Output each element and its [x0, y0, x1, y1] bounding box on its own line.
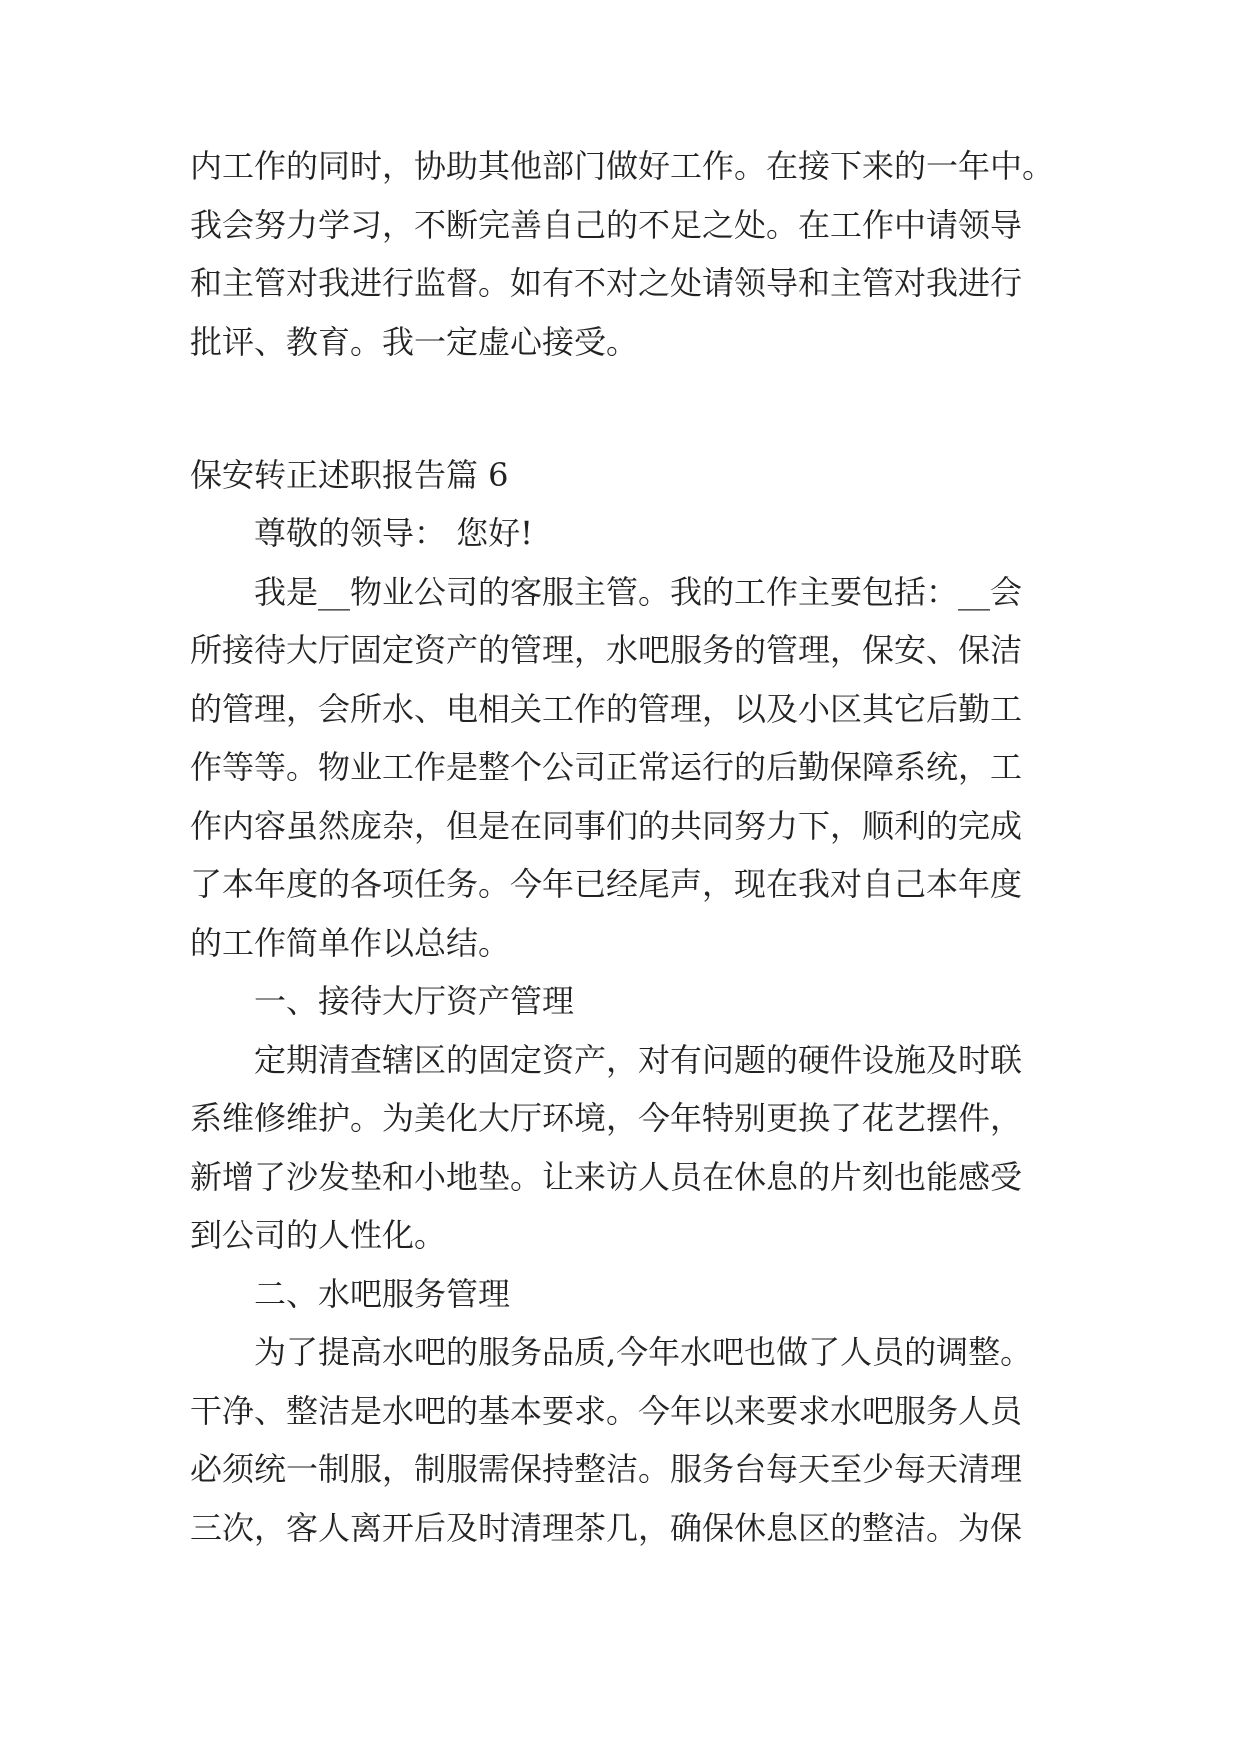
paragraph-line: 批评、教育。我一定虚心接受。 — [190, 323, 639, 361]
paragraph-line: 我是__物业公司的客服主管。我的工作主要包括：__会 — [254, 573, 1023, 611]
paragraph-line: 为了提高水吧的服务品质,今年水吧也做了人员的调整。 — [254, 1333, 1033, 1371]
paragraph-line: 了本年度的各项任务。今年已经尾声，现在我对自己本年度 — [190, 865, 1023, 903]
subheading: 一、接待大厅资产管理 — [254, 982, 575, 1020]
paragraph-line: 干净、整洁是水吧的基本要求。今年以来要求水吧服务人员 — [190, 1392, 1023, 1430]
paragraph-line: 的工作简单作以总结。 — [190, 924, 511, 962]
paragraph-line: 定期清查辖区的固定资产，对有问题的硬件设施及时联 — [254, 1041, 1023, 1079]
subheading: 二、水吧服务管理 — [254, 1275, 511, 1313]
paragraph-line: 的管理，会所水、电相关工作的管理，以及小区其它后勤工 — [190, 690, 1023, 728]
greeting: 尊敬的领导： 您好! — [254, 514, 534, 552]
paragraph-line: 必须统一制服，制服需保持整洁。服务台每天至少每天清理 — [190, 1450, 1023, 1488]
paragraph-line: 到公司的人性化。 — [190, 1216, 447, 1254]
paragraph-line: 和主管对我进行监督。如有不对之处请领导和主管对我进行 — [190, 264, 1023, 302]
paragraph-line: 系维修维护。为美化大厅环境，今年特别更换了花艺摆件， — [190, 1099, 1023, 1137]
paragraph-line: 内工作的同时，协助其他部门做好工作。在接下来的一年中。 — [190, 147, 1055, 185]
paragraph-line: 作等等。物业工作是整个公司正常运行的后勤保障系统，工 — [190, 748, 1023, 786]
paragraph-line: 新增了沙发垫和小地垫。让来访人员在休息的片刻也能感受 — [190, 1158, 1023, 1196]
paragraph-line: 作内容虽然庞杂，但是在同事们的共同努力下，顺利的完成 — [190, 807, 1023, 845]
section-title: 保安转正述职报告篇 6 — [190, 456, 509, 494]
paragraph-line: 三次，客人离开后及时清理茶几，确保休息区的整洁。为保 — [190, 1509, 1023, 1547]
paragraph-line: 所接待大厅固定资产的管理，水吧服务的管理，保安、保洁 — [190, 631, 1023, 669]
paragraph-line: 我会努力学习，不断完善自己的不足之处。在工作中请领导 — [190, 206, 1023, 244]
